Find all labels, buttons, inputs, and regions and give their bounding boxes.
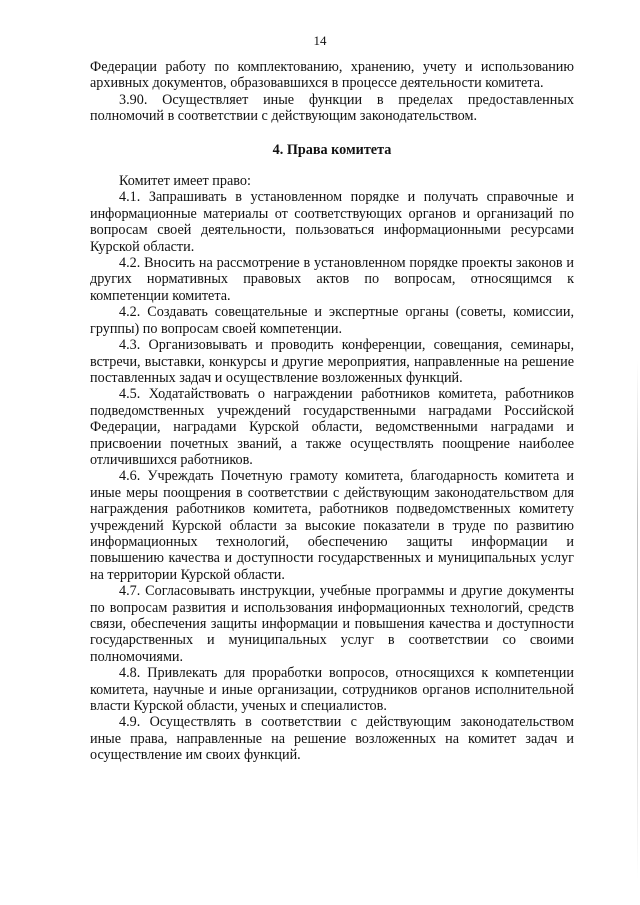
right-item-4-1: 4.1. Запрашивать в установленном порядке и получать справочные и информационные материалы от соответствующих органов и организаций по вопросам своей деятельности, пользоваться информационными ресурсами Курской области.: [90, 189, 574, 255]
right-item-4-7: 4.7. Согласовывать инструкции, учебные программы и другие документы по вопросам развития и использования информационных технологий, средств связи, обеспечения защиты информации и повышения качества и доступности государственных и муниципальных услуг в соответствии со своими полномочиями.: [90, 583, 574, 665]
right-item-4-2b: 4.2. Создавать совещательные и экспертные органы (советы, комиссии, группы) по вопросам своей компетенции.: [90, 304, 574, 337]
page-number: 14: [313, 33, 327, 48]
document-body: [90, 59, 574, 764]
scan-edge-shadow: [637, 360, 638, 880]
right-item-4-5: 4.5. Ходатайствовать о награждении работников комитета, работников подведомственных учреждений государственными наградами Российской Федерации, наградами Курской области, ведомственными наградами и присвоении почетных званий, а также осуществлять поощрение наиболее отличившихся работников.: [90, 386, 574, 468]
paragraph-3-90: 3.90. Осуществляет иные функции в пределах предоставленных полномочий в соответствии с действующим законодательством.: [90, 91, 574, 125]
right-item-4-8: 4.8. Привлекать для проработки вопросов, относящихся к компетенции комитета, научные и иные организации, сотрудников органов исполнительной власти Курской области, ученых и специалистов.: [90, 665, 574, 715]
right-item-4-2a: 4.2. Вносить на рассмотрение в установленном порядке проекты законов и других нормативных правовых актов по вопросам, относящимся к компетенции комитета.: [90, 255, 574, 304]
right-item-4-9: 4.9. Осуществлять в соответствии с действующим законодательством иные права, направленные на решение возложенных на комитет задач и осуществление им своих функций.: [90, 714, 574, 764]
section-title: 4. Права комитета: [272, 141, 392, 158]
right-item-4-3: 4.3. Организовывать и проводить конференции, совещания, семинары, встречи, выставки, конкурсы и другие мероприятия, направленные на решение поставленных задач и осуществление возложенных функций.: [90, 337, 574, 386]
paragraph-continuation: Федерации работу по комплектованию, хранению, учету и использованию архивных документов, образовавшихся в процессе деятельности комитета.: [90, 59, 574, 92]
rights-intro: Комитет имеет право:: [119, 173, 251, 190]
right-item-4-6: 4.6. Учреждать Почетную грамоту комитета, благодарность комитета и иные меры поощрения в соответствии с действующим законодательством для награждения работников комитета, работников подведомственных комитету учреждений Курской области за высокие показатели в труде по развитию информационных технологий, обеспечению защиты информации и повышению качества и доступности государственных и муниципальных услуг на территории Курской области.: [90, 468, 574, 583]
